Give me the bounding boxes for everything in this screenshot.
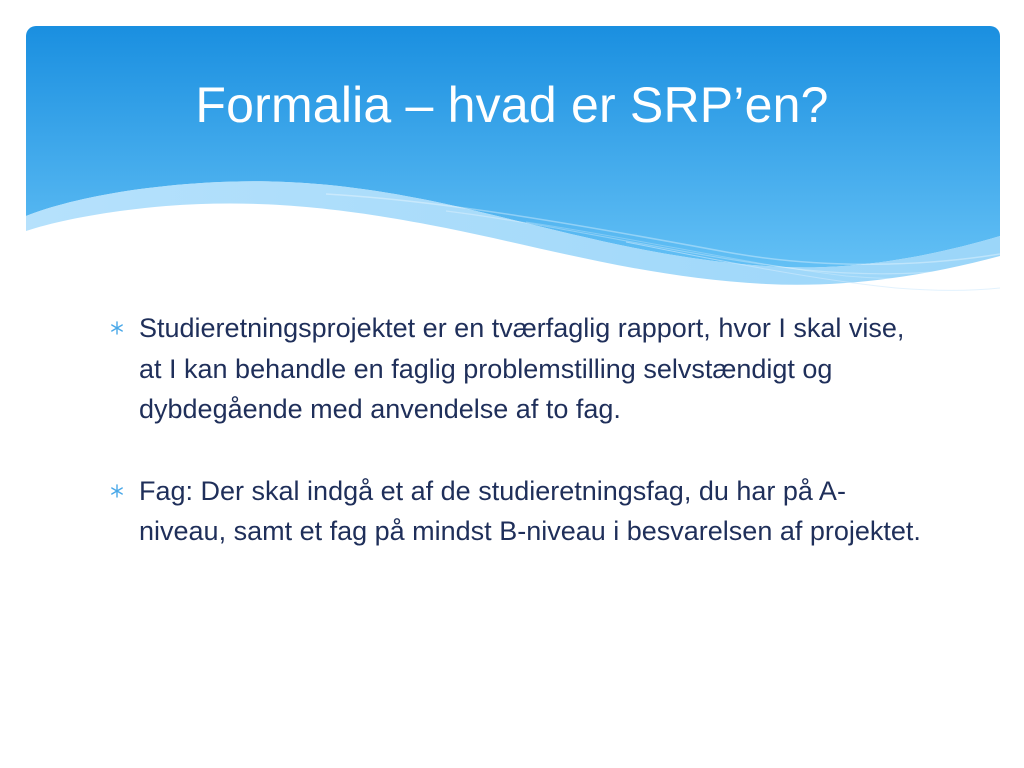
bullet-item xyxy=(108,308,928,430)
bullet-item xyxy=(108,471,928,552)
wave-background xyxy=(26,26,1000,296)
bullet-list xyxy=(108,308,928,593)
bullet-text: Studieretningsprojektet er en tværfaglig rapport, hvor I skal vise, at I kan behandle en faglig problemstilling selvstændigt og dybdegående med anvendelse af to fag. xyxy=(139,313,905,424)
slide-title: Formalia – hvad er SRP’en? xyxy=(195,77,829,133)
bullet-text: Fag: Der skal indgå et af de studieretningsfag, du har på A-niveau, samt et fag på mindst B-niveau i besvarelsen af projektet. xyxy=(139,475,921,546)
asterisk-icon xyxy=(108,471,126,511)
header-banner xyxy=(26,26,1000,296)
asterisk-icon xyxy=(108,308,126,348)
